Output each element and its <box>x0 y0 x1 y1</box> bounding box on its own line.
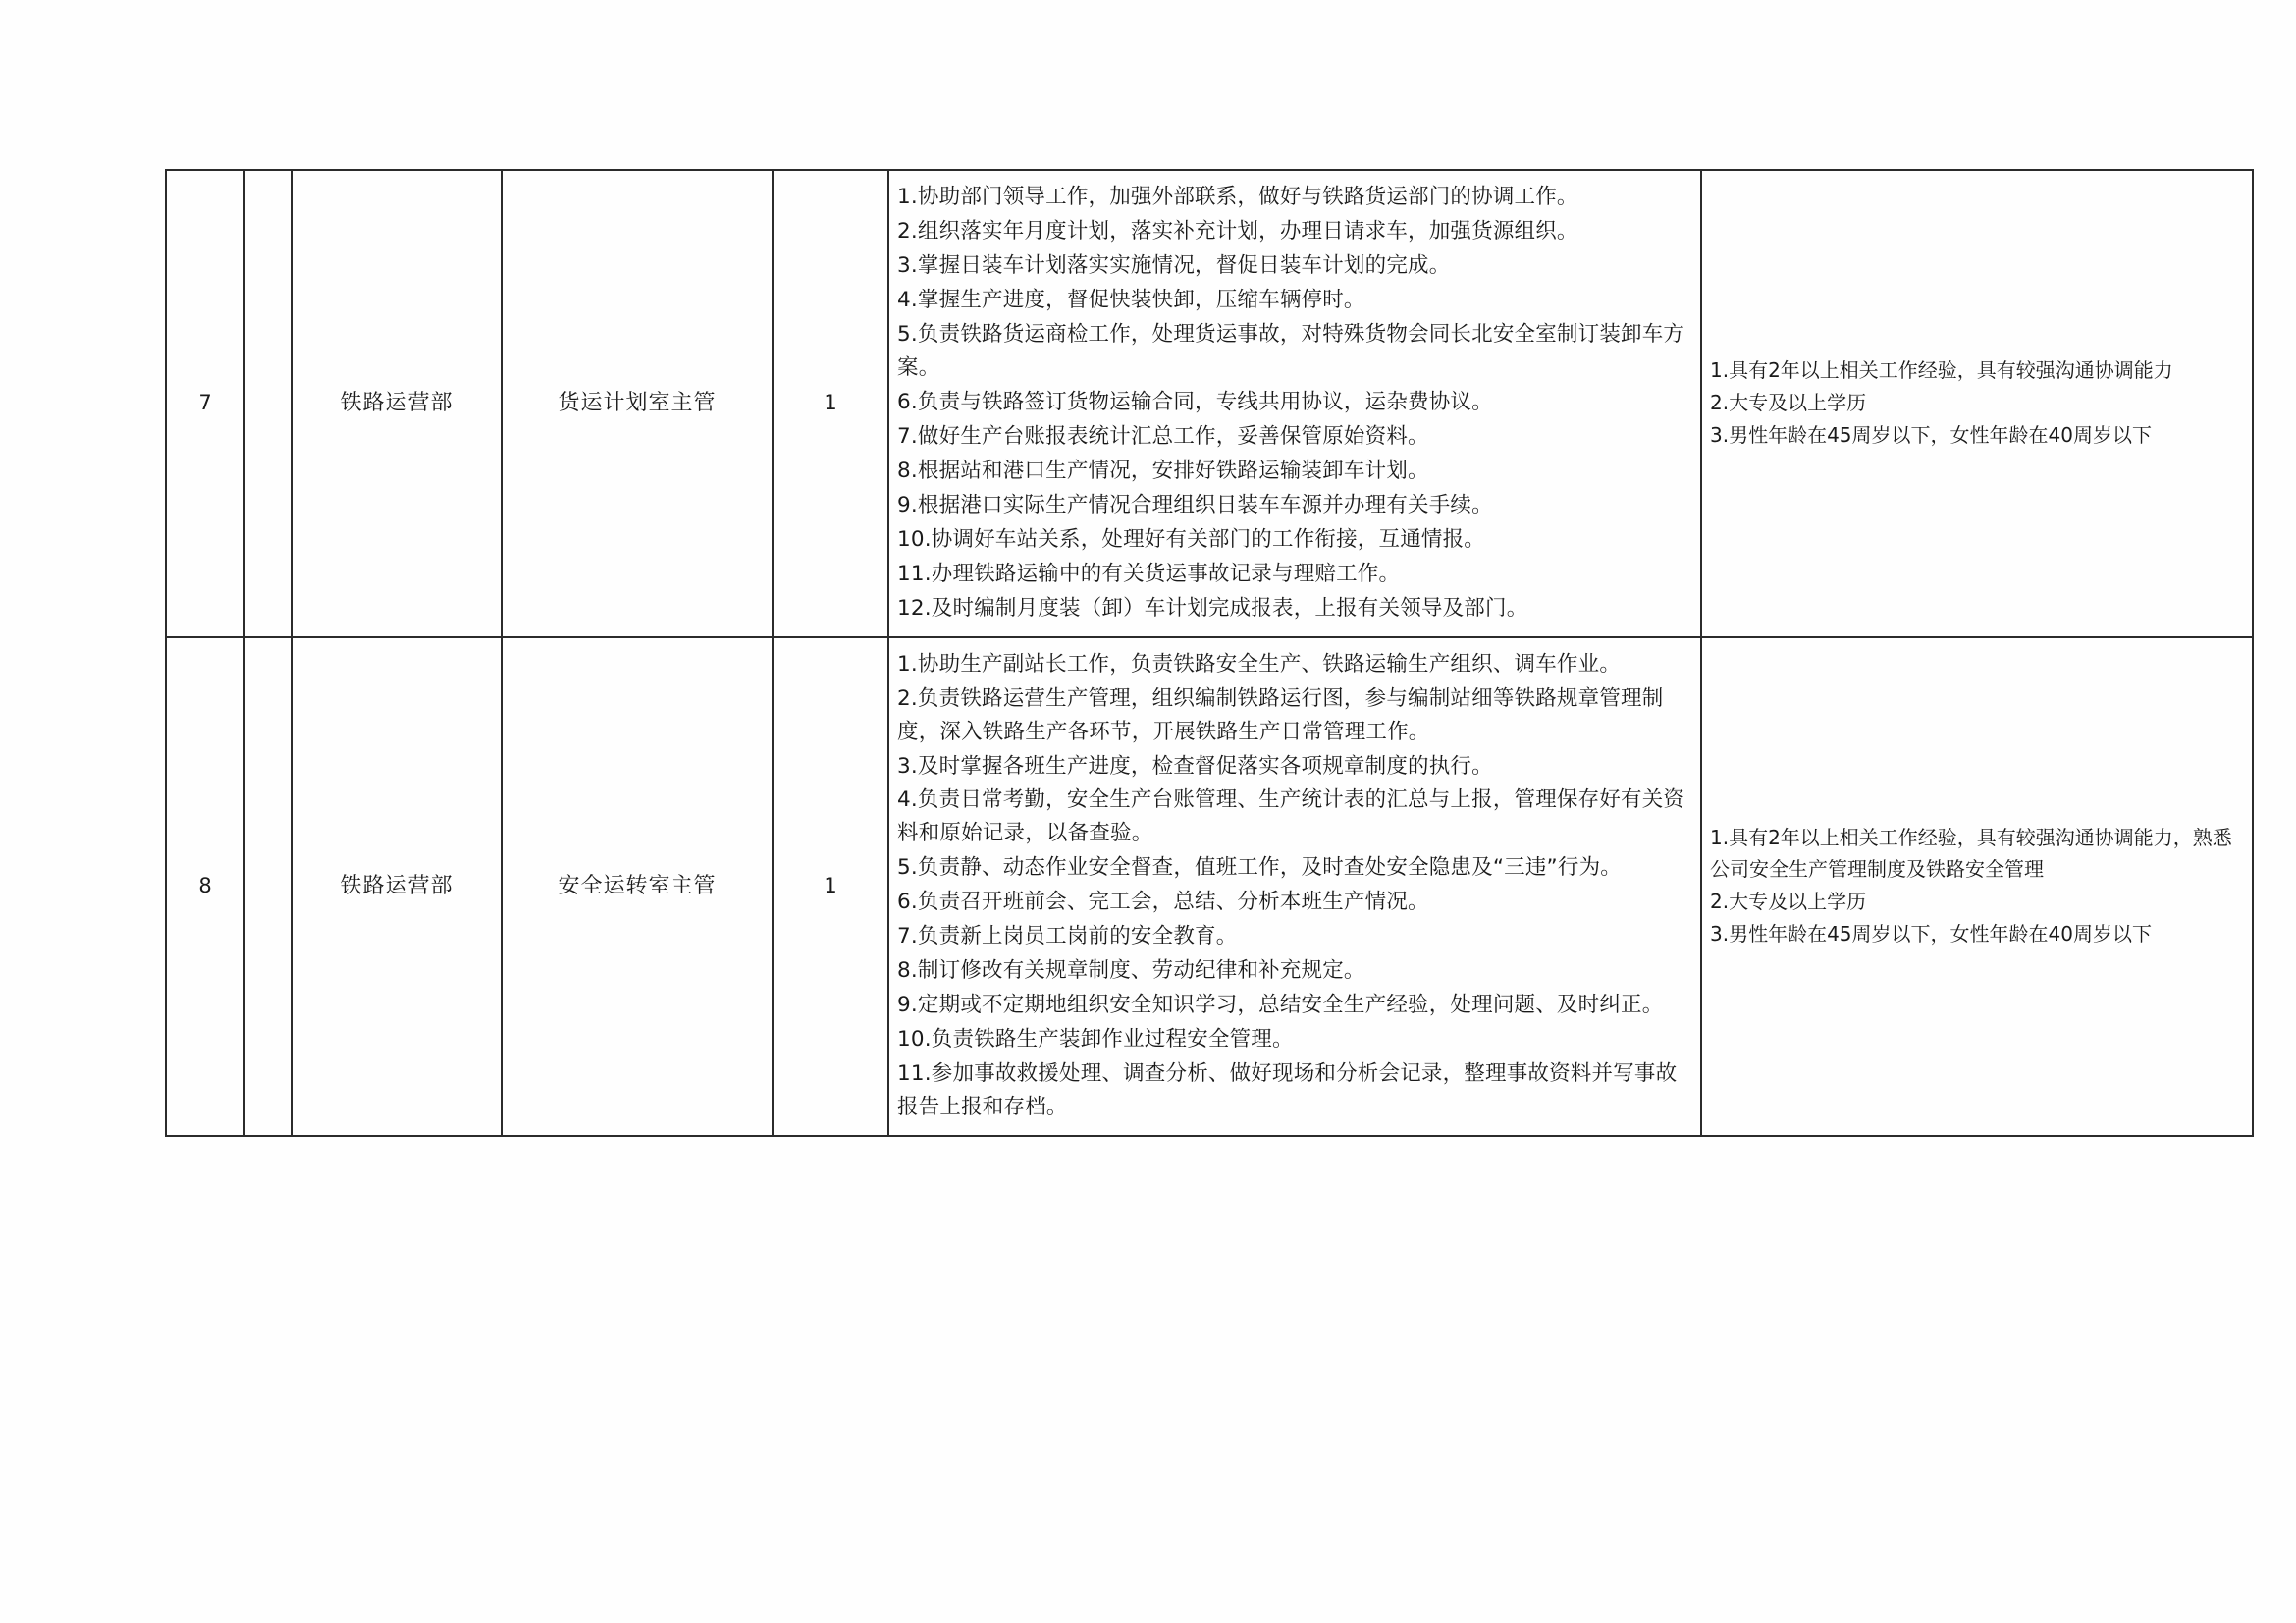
duty-item: 5.负责铁路货运商检工作，处理货运事故，对特殊货物会同长北安全室制订装卸车方案。 <box>897 321 1685 380</box>
requirement-item: 1.具有2年以上相关工作经验，具有较强沟通协调能力，熟悉公司安全生产管理制度及铁路安全管理 <box>1710 826 2232 882</box>
duty-item: 1.协助生产副站长工作，负责铁路安全生产、铁路运输生产组织、调车作业。 <box>897 651 1622 676</box>
row-number-cell: 8 <box>166 637 244 1137</box>
duty-item: 6.负责召开班前会、完工会，总结、分析本班生产情况。 <box>897 890 1429 915</box>
requirements-cell <box>1701 637 2253 1137</box>
requirements-list <box>1710 822 2244 949</box>
duty-item: 4.掌握生产进度，督促快装快卸，压缩车辆停时。 <box>897 287 1365 312</box>
position-cell <box>502 637 773 1137</box>
duty-item: 9.根据港口实际生产情况合理组织日装车车源并办理有关手续。 <box>897 492 1493 517</box>
duty-item: 11.参加事故救援处理、调查分析、做好现场和分析会记录，整理事故资料并写事故报告上报和存档。 <box>897 1061 1678 1120</box>
department-cell <box>292 170 502 637</box>
position-label: 货运计划室主管 <box>558 391 717 416</box>
duties-list <box>897 648 1692 1125</box>
duty-item: 10.协调好车站关系，处理好有关部门的工作衔接，互通情报。 <box>897 526 1485 552</box>
duties-cell <box>888 637 1701 1137</box>
duty-item: 12.及时编制月度装（卸）车计划完成报表，上报有关领导及部门。 <box>897 595 1528 621</box>
requirement-item: 1.具有2年以上相关工作经验，具有较强沟通协调能力 <box>1710 358 2173 383</box>
department-cell <box>292 637 502 1137</box>
duty-item: 9.定期或不定期地组织安全知识学习，总结安全生产经验，处理问题、及时纠正。 <box>897 993 1664 1018</box>
requirements-list <box>1710 354 2244 451</box>
duties-cell <box>888 170 1701 637</box>
requirements-cell <box>1701 170 2253 637</box>
duty-item: 1.协助部门领导工作，加强外部联系，做好与铁路货运部门的协调工作。 <box>897 185 1578 209</box>
headcount-cell: 1 <box>773 637 888 1137</box>
requirement-item: 2.大专及以上学历 <box>1710 391 1867 415</box>
job-description-table <box>165 169 2254 1137</box>
duty-item: 2.组织落实年月度计划，落实补充计划，办理日请求车，加强货源组织。 <box>897 218 1578 243</box>
duty-item: 11.办理铁路运输中的有关货运事故记录与理赔工作。 <box>897 561 1401 586</box>
duty-item: 5.负责静、动态作业安全督查，值班工作，及时查处安全隐患及“三违”行为。 <box>897 855 1622 881</box>
duties-list <box>897 181 1692 625</box>
duty-item: 7.负责新上岗员工岗前的安全教育。 <box>897 924 1238 949</box>
table-row <box>166 170 2253 637</box>
position-cell <box>502 170 773 637</box>
requirement-item: 3.男性年龄在45周岁以下，女性年龄在40周岁以下 <box>1710 423 2152 448</box>
duty-item: 4.负责日常考勤，安全生产台账管理、生产统计表的汇总与上报，管理保存好有关资料和原始记录，以备查验。 <box>897 787 1685 846</box>
duty-item: 8.根据站和港口生产情况，安排好铁路运输装卸车计划。 <box>897 458 1429 483</box>
requirement-item: 3.男性年龄在45周岁以下，女性年龄在40周岁以下 <box>1710 922 2152 947</box>
duty-item: 3.掌握日装车计划落实实施情况，督促日装车计划的完成。 <box>897 252 1451 278</box>
duty-item: 10.负责铁路生产装卸作业过程安全管理。 <box>897 1027 1294 1053</box>
row-blank-cell <box>244 637 292 1137</box>
row-number-cell: 7 <box>166 170 244 637</box>
duty-item: 3.及时掌握各班生产进度，检查督促落实各项规章制度的执行。 <box>897 753 1493 779</box>
duty-item: 8.制订修改有关规章制度、劳动纪律和补充规定。 <box>897 958 1365 984</box>
department-label: 铁路运营部 <box>340 391 454 416</box>
row-blank-cell <box>244 170 292 637</box>
table-row <box>166 637 2253 1137</box>
duty-item: 6.负责与铁路签订货物运输合同，专线共用协议，运杂费协议。 <box>897 389 1493 414</box>
requirement-item: 2.大专及以上学历 <box>1710 890 1867 914</box>
duty-item: 2.负责铁路运营生产管理，组织编制铁路运行图，参与编制站细等铁路规章管理制度，深入铁路生产各环节，开展铁路生产日常管理工作。 <box>897 685 1664 744</box>
position-label: 安全运转室主管 <box>558 874 717 899</box>
headcount-cell: 1 <box>773 170 888 637</box>
department-label: 铁路运营部 <box>340 874 454 899</box>
duty-item: 7.做好生产台账报表统计汇总工作，妥善保管原始资料。 <box>897 423 1429 449</box>
